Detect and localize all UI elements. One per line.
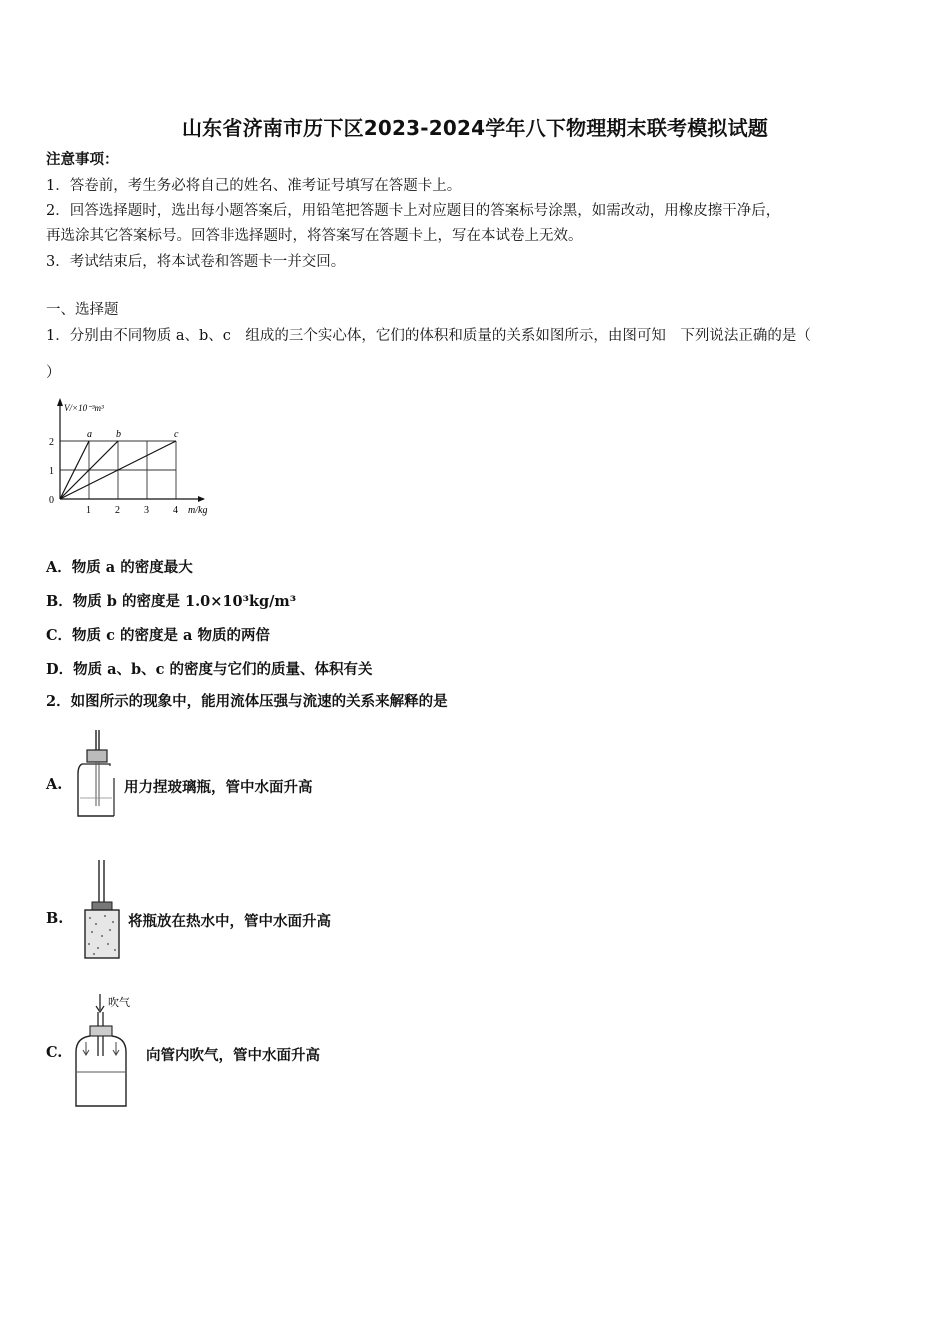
y-tick-label: 0 xyxy=(49,495,54,506)
chart-ticks xyxy=(49,437,178,516)
q2-option-b-label: B. xyxy=(46,910,64,927)
q2-option-a-label: A. xyxy=(46,776,63,793)
blow-air-label: 吹气 xyxy=(108,997,130,1009)
section-heading: 一、选择题 xyxy=(46,302,119,318)
x-axis-arrow xyxy=(198,496,205,502)
notice-heading: 注意事项： xyxy=(46,151,119,168)
x-tick-label: 2 xyxy=(115,505,120,516)
page-title: 山东省济南市历下区2023-2024学年八下物理期末联考模拟试题 xyxy=(181,116,769,140)
series-label-c: c xyxy=(174,429,179,440)
q2-option-b-text: 将瓶放在热水中，管中水面升高 xyxy=(128,913,331,930)
volume-mass-chart xyxy=(42,392,232,522)
x-tick-label: 1 xyxy=(86,505,91,516)
chart-axes xyxy=(57,398,205,502)
q1-option-b: B．物质 b 的密度是 1.0×10³kg/m³ xyxy=(46,593,297,610)
series-label-a: a xyxy=(87,429,92,440)
notice-item-3: 3．考试结束后，将本试卷和答题卡一并交回。 xyxy=(46,254,346,270)
q2-option-a-text: 用力捏玻璃瓶，管中水面升高 xyxy=(124,779,313,796)
x-tick-label: 4 xyxy=(173,505,178,516)
notice-item-2: 2．回答选择题时，选出每小题答案后，用铅笔把答题卡上对应题目的答案标号涂黑，如需改动，用橡皮擦干净后， xyxy=(46,203,781,219)
y-tick-label: 1 xyxy=(49,466,54,477)
squeezed-bottle-figure xyxy=(70,728,122,822)
q2-option-c-text: 向管内吹气，管中水面升高 xyxy=(146,1047,320,1064)
heated-bottle-figure xyxy=(80,858,126,962)
q1-option-c: C．物质 c 的密度是 a 物质的两倍 xyxy=(46,627,270,644)
q2-stem: 2．如图所示的现象中，能用流体压强与流速的关系来解释的是 xyxy=(46,693,448,710)
x-tick-label: 3 xyxy=(144,505,149,516)
y-axis-arrow xyxy=(57,398,63,406)
q1-stem: 1．分别由不同物质 a、b、c 组成的三个实心体，它们的体积和质量的关系如图所示，由图可知 下列说法正确的是（ xyxy=(46,328,811,344)
blowing-bottle-figure xyxy=(66,992,144,1110)
series-label-b: b xyxy=(116,429,121,440)
notice-item-1: 1．答卷前，考生务必将自己的姓名、准考证号填写在答题卡上。 xyxy=(46,178,462,194)
q2-option-c-label: C. xyxy=(46,1044,63,1061)
y-tick-label: 2 xyxy=(49,437,54,448)
q1-option-d: D．物质 a、b、c 的密度与它们的质量、体积有关 xyxy=(46,661,373,678)
q1-option-a: A．物质 a 的密度最大 xyxy=(46,559,193,576)
chart-y-axis-label: V/×10⁻³m³ xyxy=(64,403,104,413)
chart-x-axis-label: m/kg xyxy=(188,505,208,516)
q1-stem-end: ） xyxy=(46,365,61,381)
notice-item-2-cont: 再选涂其它答案标号。回答非选择题时，将答案写在答题卡上，写在本试卷上无效。 xyxy=(46,228,583,244)
chart-series xyxy=(60,429,179,499)
